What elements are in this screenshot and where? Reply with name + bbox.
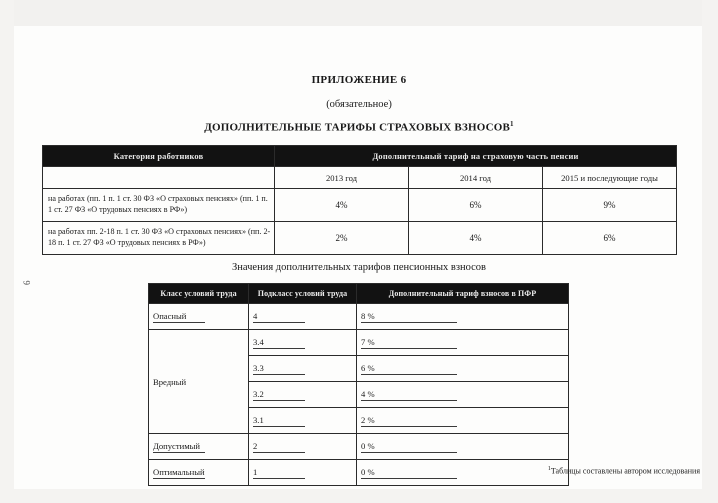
table1-row0-value-2013: 4% (275, 189, 409, 222)
table2-class-vredny (149, 330, 249, 434)
table2-row2-rate-text: 6 % (361, 363, 457, 375)
table2-row1-rate (357, 330, 569, 356)
table2-header-class: Класс условий труда (149, 284, 249, 304)
table2-row6-class-text: Оптимальный (153, 466, 205, 477)
table-row (149, 304, 569, 330)
table2-row2-rate (357, 356, 569, 382)
table2-row4-subclass-text: 3.1 (253, 415, 305, 427)
page-title-text: ДОПОЛНИТЕЛЬНЫЕ ТАРИФЫ СТРАХОВЫХ ВЗНОСОВ (204, 121, 511, 134)
table1-row1-value-2013: 2% (275, 222, 409, 255)
table2-row0-subclass-text: 4 (253, 311, 305, 323)
table2-row0-class (149, 304, 249, 330)
table-row (43, 222, 677, 255)
table2-row3-subclass (249, 382, 357, 408)
table1-row1-label: на работах пп. 2-18 п. 1 ст. 30 ФЗ «О страховых пенсиях» (пп. 2-18 п. 1 ст. 27 ФЗ «О трудовых пенсиях в РФ») (43, 222, 275, 255)
table2-row4-subclass (249, 408, 357, 434)
table1-subheader-year-2014: 2014 год (409, 167, 543, 189)
page-title-footnote-marker: 1 (510, 120, 514, 128)
table1-subheader-year-2013: 2013 год (275, 167, 409, 189)
table2-row5-class-text: Допустимый (153, 441, 205, 453)
scan-edge-bottom (0, 489, 718, 503)
table2-row0-class-text: Опасный (153, 311, 205, 323)
table2-row5-rate-text: 0 % (361, 441, 457, 453)
table1-row1-value-2014: 4% (409, 222, 543, 255)
table2-row0-subclass (249, 304, 357, 330)
table1-header-category: Категория работников (43, 146, 275, 167)
table2-row1-subclass (249, 330, 357, 356)
table1-row1-value-2015: 6% (543, 222, 677, 255)
table2-row4-rate-text: 2 % (361, 415, 457, 427)
table2-row5-subclass-text: 2 (253, 441, 305, 453)
table-row (149, 434, 569, 460)
page-side-number: 6 (22, 280, 32, 285)
table-header-row (149, 284, 569, 304)
table1-subheader-blank (43, 167, 275, 189)
table-subheader-row (43, 167, 677, 189)
additional-tariffs-table (42, 145, 677, 255)
table2-row6-subclass-text: 1 (253, 467, 305, 479)
table-header-row (43, 146, 677, 167)
table2-row3-rate-text: 4 % (361, 389, 457, 401)
table1-subheader-year-2015: 2015 и последующие годы (543, 167, 677, 189)
table2-row5-subclass (249, 434, 357, 460)
footnote-marker: 1 (547, 466, 551, 472)
mandatory-note: (обязательное) (326, 99, 392, 110)
table2-row4-rate (357, 408, 569, 434)
appendix-label: ПРИЛОЖЕНИЕ 6 (311, 74, 407, 86)
table1-row0-label: на работах (пп. 1 п. 1 ст. 30 ФЗ «О страховых пенсиях» (пп. 1 п. 1 ст. 27 ФЗ «О трудовых пенсиях в РФ») (43, 189, 275, 222)
table1-row0-value-2015: 9% (543, 189, 677, 222)
table1-header-tariff: Дополнительный тариф на страховую часть пенсии (275, 146, 677, 167)
page-title (0, 120, 718, 134)
table2-row3-subclass-text: 3.2 (253, 389, 305, 401)
footnote (0, 466, 700, 476)
table2-class-vredny-text: Вредный (153, 376, 187, 387)
table2-row2-subclass (249, 356, 357, 382)
table2-header-rate: Дополнительный тариф взносов в ПФР (357, 284, 569, 304)
table1-row0-value-2014: 6% (409, 189, 543, 222)
scan-edge-top (0, 0, 718, 26)
table2-row1-rate-text: 7 % (361, 337, 457, 349)
table2-row3-rate (357, 382, 569, 408)
table-row (149, 330, 569, 356)
table2-row5-class (149, 434, 249, 460)
footnote-text: Таблицы составлены автором исследования (550, 466, 700, 476)
table2-row5-rate (357, 434, 569, 460)
table2-row2-subclass-text: 3.3 (253, 363, 305, 375)
working-conditions-table (148, 283, 569, 486)
table-row (43, 189, 677, 222)
table2-row1-subclass-text: 3.4 (253, 337, 305, 349)
section-subtitle: Значения дополнительных тарифов пенсионных взносов (232, 262, 486, 273)
table2-row0-rate (357, 304, 569, 330)
table2-row0-rate-text: 8 % (361, 311, 457, 323)
table2-row6-rate-text: 0 % (361, 467, 457, 479)
table2-header-subclass: Подкласс условий труда (249, 284, 357, 304)
